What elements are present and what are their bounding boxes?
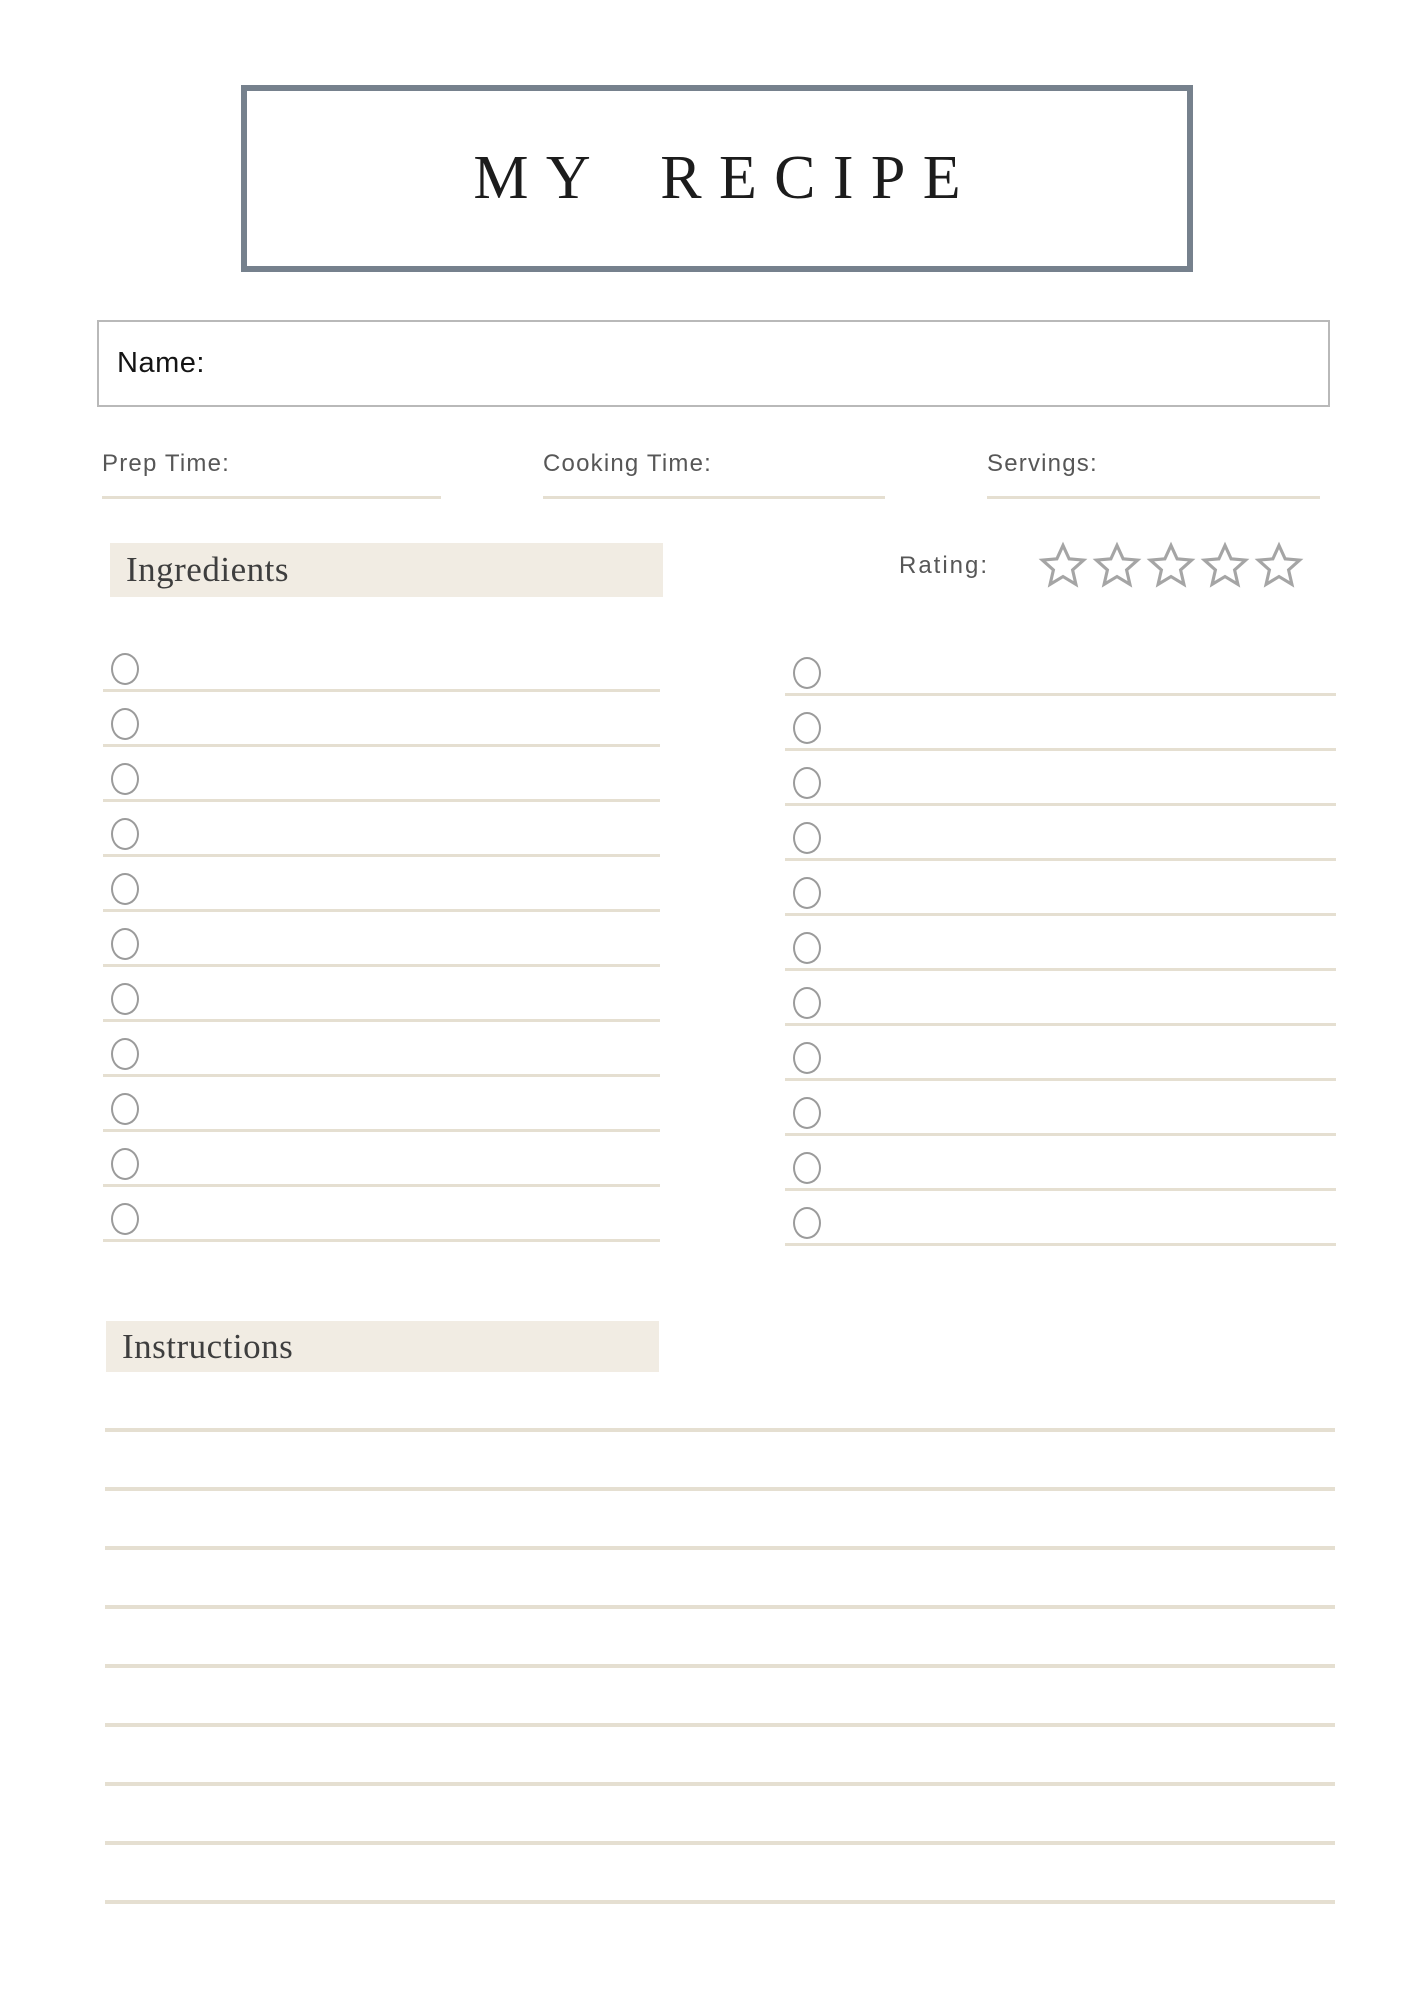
ingredients-column-left: [103, 637, 660, 1242]
ingredient-checkbox-icon[interactable]: [111, 763, 139, 795]
prep-time-field: [102, 450, 441, 499]
name-label: Name:: [117, 347, 205, 379]
instructions-heading: Instructions: [122, 1326, 294, 1366]
ingredient-row[interactable]: [103, 802, 660, 857]
instruction-line[interactable]: [105, 1491, 1335, 1550]
ingredient-row[interactable]: [785, 1191, 1336, 1246]
ingredient-row[interactable]: [103, 1022, 660, 1077]
star-icon[interactable]: [1092, 540, 1142, 590]
ingredient-row[interactable]: [103, 1077, 660, 1132]
title-box: [241, 85, 1193, 272]
ingredient-checkbox-icon[interactable]: [111, 818, 139, 850]
ingredient-checkbox-icon[interactable]: [793, 1207, 821, 1239]
ingredient-checkbox-icon[interactable]: [111, 708, 139, 740]
ingredients-heading: Ingredients: [126, 550, 289, 589]
ingredient-checkbox-icon[interactable]: [111, 1148, 139, 1180]
ingredient-row[interactable]: [103, 912, 660, 967]
instruction-line[interactable]: [105, 1550, 1335, 1609]
ingredient-checkbox-icon[interactable]: [793, 1152, 821, 1184]
ingredient-row[interactable]: [785, 1026, 1336, 1081]
servings-input[interactable]: [987, 496, 1320, 499]
cooking-time-field: [543, 450, 885, 499]
ingredient-checkbox-icon[interactable]: [111, 653, 139, 685]
ingredient-row[interactable]: [785, 641, 1336, 696]
ingredient-checkbox-icon[interactable]: [793, 877, 821, 909]
ingredient-row[interactable]: [785, 806, 1336, 861]
ingredient-checkbox-icon[interactable]: [793, 712, 821, 744]
ingredient-row[interactable]: [103, 692, 660, 747]
prep-time-label: Prep Time:: [102, 450, 231, 477]
ingredient-row[interactable]: [785, 696, 1336, 751]
servings-field: [987, 450, 1320, 499]
star-icon[interactable]: [1254, 540, 1304, 590]
ingredient-row[interactable]: [103, 857, 660, 912]
ingredient-checkbox-icon[interactable]: [793, 1097, 821, 1129]
ingredient-row[interactable]: [103, 747, 660, 802]
ingredient-row[interactable]: [785, 1081, 1336, 1136]
prep-time-input[interactable]: [102, 496, 441, 499]
star-icon[interactable]: [1146, 540, 1196, 590]
instruction-line[interactable]: [105, 1845, 1335, 1904]
instructions-section-header: [106, 1321, 659, 1372]
ingredient-row[interactable]: [785, 971, 1336, 1026]
ingredient-checkbox-icon[interactable]: [793, 987, 821, 1019]
ingredient-checkbox-icon[interactable]: [111, 1093, 139, 1125]
ingredient-checkbox-icon[interactable]: [793, 767, 821, 799]
ingredient-row[interactable]: [785, 751, 1336, 806]
instruction-line[interactable]: [105, 1432, 1335, 1491]
servings-label: Servings:: [987, 450, 1098, 477]
ingredient-row[interactable]: [785, 916, 1336, 971]
cooking-time-input[interactable]: [543, 496, 885, 499]
ingredient-row[interactable]: [103, 967, 660, 1022]
ingredients-column-right: [785, 641, 1336, 1246]
star-icon[interactable]: [1200, 540, 1250, 590]
instruction-line[interactable]: [105, 1727, 1335, 1786]
ingredients-section-header: [110, 543, 663, 597]
instruction-line[interactable]: [105, 1373, 1335, 1432]
ingredient-checkbox-icon[interactable]: [793, 657, 821, 689]
ingredient-checkbox-icon[interactable]: [793, 1042, 821, 1074]
name-input[interactable]: [217, 339, 1328, 389]
ingredient-row[interactable]: [785, 861, 1336, 916]
rating-stars: [1038, 540, 1304, 590]
ingredient-checkbox-icon[interactable]: [111, 1203, 139, 1235]
ingredient-checkbox-icon[interactable]: [111, 928, 139, 960]
ingredient-checkbox-icon[interactable]: [111, 1038, 139, 1070]
page-title: MY RECIPE: [473, 144, 978, 212]
ingredient-row[interactable]: [785, 1136, 1336, 1191]
ingredient-row[interactable]: [103, 637, 660, 692]
ingredient-checkbox-icon[interactable]: [793, 932, 821, 964]
instruction-line[interactable]: [105, 1609, 1335, 1668]
name-field-box: [97, 320, 1330, 407]
cooking-time-label: Cooking Time:: [543, 450, 712, 477]
ingredient-checkbox-icon[interactable]: [111, 873, 139, 905]
rating-label: Rating:: [899, 552, 990, 579]
ingredient-checkbox-icon[interactable]: [793, 822, 821, 854]
ingredient-checkbox-icon[interactable]: [111, 983, 139, 1015]
instruction-line[interactable]: [105, 1786, 1335, 1845]
star-icon[interactable]: [1038, 540, 1088, 590]
ingredient-row[interactable]: [103, 1187, 660, 1242]
instructions-lines: [105, 1373, 1335, 1904]
ingredient-row[interactable]: [103, 1132, 660, 1187]
instruction-line[interactable]: [105, 1668, 1335, 1727]
